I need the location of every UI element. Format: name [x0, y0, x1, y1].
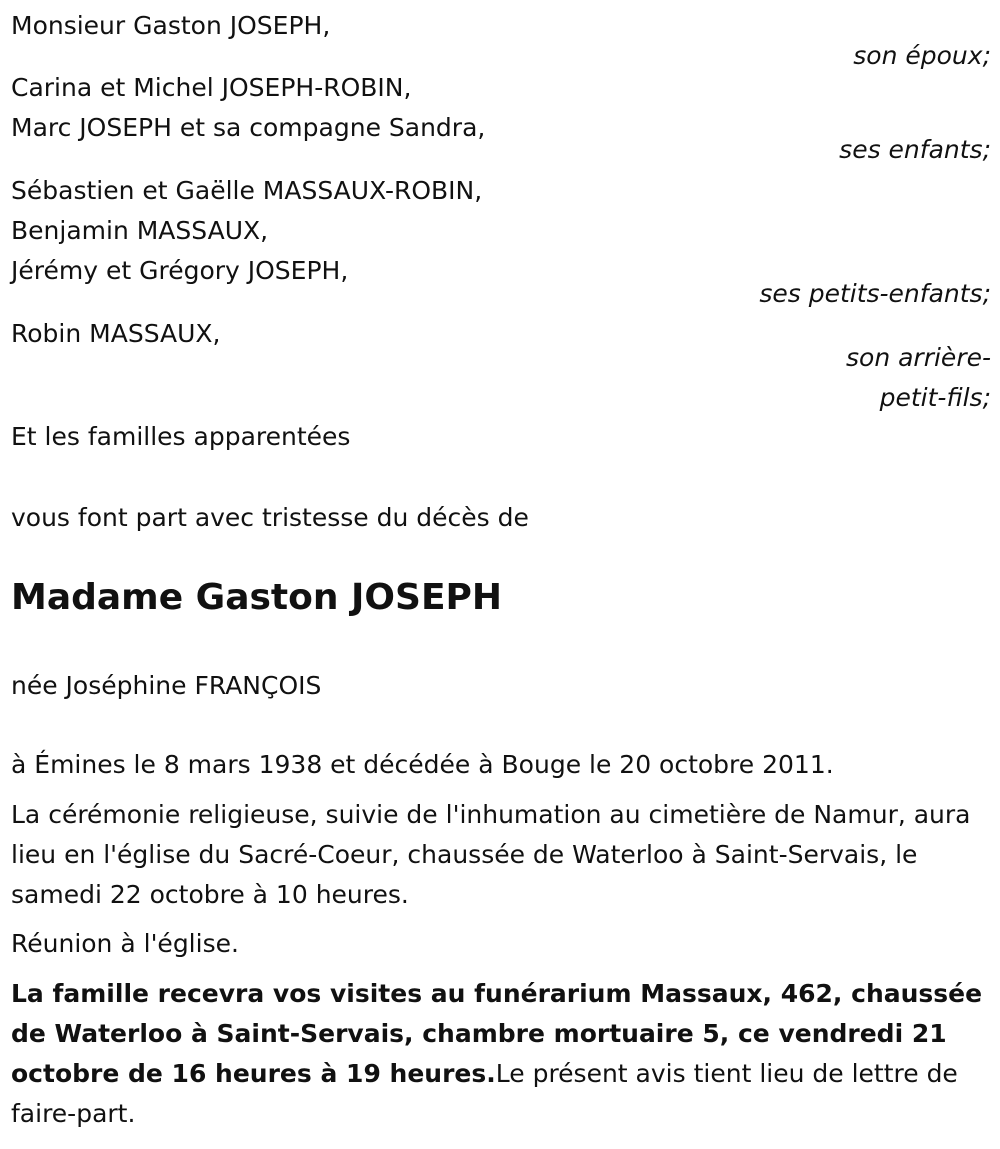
- relationship-label: son époux;: [853, 41, 991, 70]
- visitation-info: La famille recevra vos visites au funérarium Massaux, 462, chaussée de Waterloo à Saint-Servais, chambre mortuaire 5, ce vendredi 21 octobre de 16 heures à 19 heures.: [11, 979, 983, 1088]
- ceremony-details: La cérémonie religieuse, suivie de l'inhumation au cimetière de Namur, aura lieu en l'église du Sacré-Coeur, chaussée de Waterloo à Saint-Servais, le samedi 22 octobre à 10 heures.: [11, 800, 971, 909]
- family-member-name: Monsieur Gaston JOSEPH,: [11, 11, 331, 40]
- related-families: Et les familles apparentées: [11, 422, 351, 451]
- relationship-label: ses petits-enfants;: [759, 279, 991, 308]
- family-group-spouse: [11, 6, 991, 76]
- family-member-name: Sébastien et Gaëlle MASSAUX-ROBIN,: [11, 176, 483, 205]
- birth-death-dates: à Émines le 8 mars 1938 et décédée à Bouge le 20 octobre 2011.: [11, 750, 834, 779]
- family-member-name: Robin MASSAUX,: [11, 319, 221, 348]
- relationship-label: ses enfants;: [839, 135, 991, 164]
- family-member-name: Marc JOSEPH et sa compagne Sandra,: [11, 113, 486, 142]
- relationship-label: son arrière-: [846, 343, 991, 372]
- visitation-details: [11, 974, 986, 1134]
- family-group-children: [11, 68, 991, 170]
- family-group-grandchildren: [11, 171, 991, 314]
- meeting-note: Réunion à l'église.: [11, 929, 239, 958]
- relationship-label: petit-fils;: [879, 383, 991, 412]
- family-member-name: Benjamin MASSAUX,: [11, 216, 269, 245]
- maiden-name: née Joséphine FRANÇOIS: [11, 671, 322, 700]
- notice-disclaimer: Le présent avis tient lieu de lettre de faire-part.: [11, 1059, 958, 1128]
- family-member-name: Jérémy et Grégory JOSEPH,: [11, 256, 349, 285]
- family-member-name: Carina et Michel JOSEPH-ROBIN,: [11, 73, 412, 102]
- family-group-great-grandchild: [11, 314, 991, 418]
- deceased-name: Madame Gaston JOSEPH: [11, 577, 503, 618]
- announcement-text: vous font part avec tristesse du décès de: [11, 503, 529, 532]
